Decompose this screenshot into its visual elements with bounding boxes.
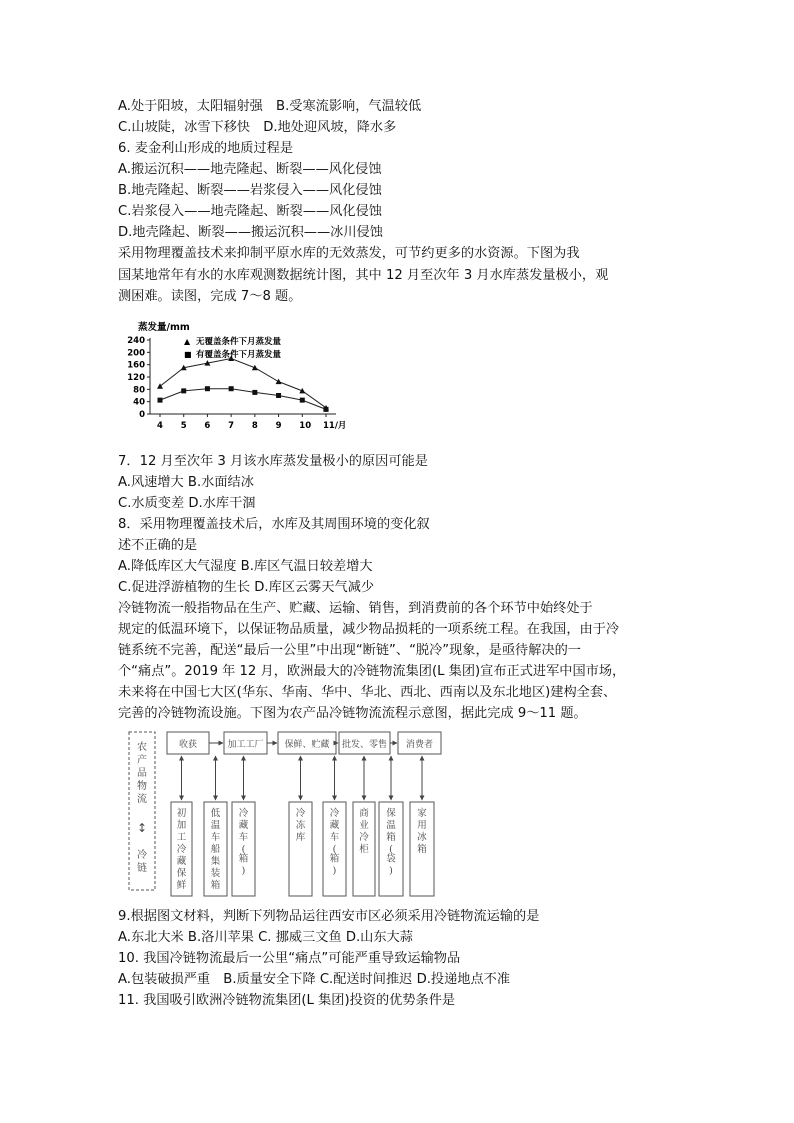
y-tick-label: 120	[127, 373, 145, 383]
line-13: 8．采用物理覆盖技术后，水库及其周围环境的变化叙	[118, 517, 430, 532]
x-tick-label: 10	[299, 421, 312, 431]
line-4: B.地壳隆起、断裂——岩浆侵入——风化侵蚀	[118, 183, 382, 198]
x-axis	[150, 414, 346, 431]
line-16: C.促进浮游植物的生长 D.库区云雾天气减少	[118, 580, 375, 595]
x-tick-label: 7	[228, 421, 235, 431]
facility-label-1: 低温车船集装箱	[210, 808, 221, 891]
cold-chain-flow-diagram	[125, 728, 445, 900]
line-23: 9.根据图文材料，判断下列物品运往西安市区必须采用冷链物流运输的是	[118, 909, 540, 924]
line-11: A.风速增大 B.水面结冰	[118, 475, 254, 490]
line-9: 测困难。读图，完成 7～8 题。	[118, 289, 302, 304]
line-1: C.山坡陡，冰雪下移快 D.地处迎风坡，降水多	[118, 120, 397, 135]
line-8: 国某地常年有水的水库观测数据统计图，其中 12 月至次年 3 月水库蒸发量极小，观	[118, 268, 609, 283]
line-20: 个“痛点”。2019 年 12 月，欧洲最大的冷链物流集团(L 集团)宣布正式进军中国市场，	[118, 664, 626, 679]
evaporation-chart	[127, 318, 360, 443]
facility-label-5: 商业冷柜	[359, 808, 369, 855]
legend-symbol-square: ■	[184, 350, 192, 359]
x-tick-label: 9	[275, 421, 282, 431]
point-square	[300, 398, 305, 403]
x-tick-label: 11/月	[323, 421, 347, 431]
side-arrow-icon: ↕	[136, 821, 148, 835]
facility-label-3: 冷冻库	[295, 808, 306, 843]
line-26: A.包装破损严重 B.质量安全下降 C.配送时间推迟 D.投递地点不准	[118, 972, 511, 987]
line-5: C.岩浆侵入——地壳隆起、断裂——风化侵蚀	[118, 204, 382, 219]
stage-label-1: 加工工厂	[227, 740, 264, 750]
y-axis	[127, 336, 150, 420]
chart-series	[157, 356, 329, 412]
x-tick-label: 8	[251, 421, 258, 431]
y-tick-label: 0	[139, 410, 145, 420]
side-label-bottom: 冷链	[137, 850, 147, 874]
stage-label-0: 收获	[178, 740, 198, 750]
facility-label-2: 冷藏车(箱)	[238, 808, 249, 877]
point-square	[181, 388, 186, 393]
line-22: 完善的冷链物流设施。下图为农产品冷链物流流程示意图，据此完成 9～11 题。	[118, 706, 587, 721]
chart-legend	[184, 336, 282, 360]
point-square	[158, 398, 163, 403]
stage-label-2: 保鲜、贮藏	[284, 740, 330, 750]
facility-label-6: 保温箱(袋)	[386, 808, 396, 877]
y-tick-label: 160	[127, 360, 145, 371]
line-14: 述不正确的是	[118, 538, 198, 553]
legend-series-0: 无覆盖条件下月蒸发量	[196, 337, 282, 347]
line-12: C.水质变差 D.水库干涸	[118, 496, 256, 511]
line-15: A.降低库区大气湿度 B.库区气温日较差增大	[118, 559, 373, 574]
y-tick-label: 200	[127, 348, 145, 359]
line-27: 11. 我国吸引欧洲冷链物流集团(L 集团)投资的优势条件是	[118, 993, 456, 1008]
point-square	[324, 407, 329, 412]
legend-series-1: 有覆盖条件下月蒸发量	[196, 350, 282, 360]
point-square	[229, 386, 234, 391]
point-triangle	[252, 365, 258, 371]
point-square	[205, 386, 210, 391]
y-tick-label: 80	[133, 385, 145, 396]
line-21: 未来将在中国七大区(华东、华南、华中、华北、西北、西南以及东北地区)建构全套、	[118, 685, 617, 700]
y-tick-label: 240	[127, 336, 145, 346]
side-label-top: 农产品物流	[137, 742, 147, 805]
stage-label-3: 批发、零售	[341, 740, 388, 750]
line-25: 10. 我国冷链物流最后一公里“痛点”可能严重导致运输物品	[118, 951, 461, 966]
chart-ylabel: 蒸发量/mm	[138, 322, 190, 333]
line-17: 冷链物流一般指物品在生产、贮藏、运输、销售，到消费前的各个环节中始终处于	[118, 601, 593, 616]
point-square	[276, 393, 281, 398]
line-3: A.搬运沉积——地壳隆起、断裂——风化侵蚀	[118, 162, 382, 177]
facility-label-7: 家用冰箱	[417, 808, 427, 855]
line-19: 链系统不完善，配送“最后一公里”中出现“断链”、“脱冷”现象，是亟待解决的一	[118, 643, 581, 658]
facility-label-4: 冷藏车(箱)	[329, 808, 340, 877]
flow-stages	[137, 732, 441, 896]
line-0: A.处于阳坡，太阳辐射强 B.受寒流影响，气温较低	[118, 99, 422, 114]
legend-symbol-triangle: ▲	[184, 337, 191, 346]
x-tick-label: 6	[204, 421, 211, 431]
line-24: A.东北大米 B.洛川苹果 C. 挪威三文鱼 D.山东大蒜	[118, 930, 413, 945]
line-18: 规定的低温环境下，以保证物品质量，减少物品损耗的一项系统工程。在我国，由于冷	[118, 622, 620, 637]
y-tick-label: 40	[133, 397, 145, 408]
line-7: 采用物理覆盖技术来抑制平原水库的无效蒸发，可节约更多的水资源。下图为我	[118, 246, 580, 261]
x-tick-label: 4	[157, 421, 163, 431]
point-square	[252, 390, 257, 395]
point-triangle	[299, 388, 305, 394]
line-10: 7．12 月至次年 3 月该水库蒸发量极小的原因可能是	[118, 454, 428, 469]
stage-label-4: 消费者	[405, 740, 434, 750]
x-tick-label: 5	[180, 421, 187, 431]
line-6: D.地壳隆起、断裂——搬运沉积——冰川侵蚀	[118, 225, 383, 240]
line-2: 6. 麦金利山形成的地质过程是	[118, 141, 294, 156]
point-triangle	[276, 379, 282, 385]
facility-label-0: 初加工冷藏保鲜	[176, 808, 187, 891]
